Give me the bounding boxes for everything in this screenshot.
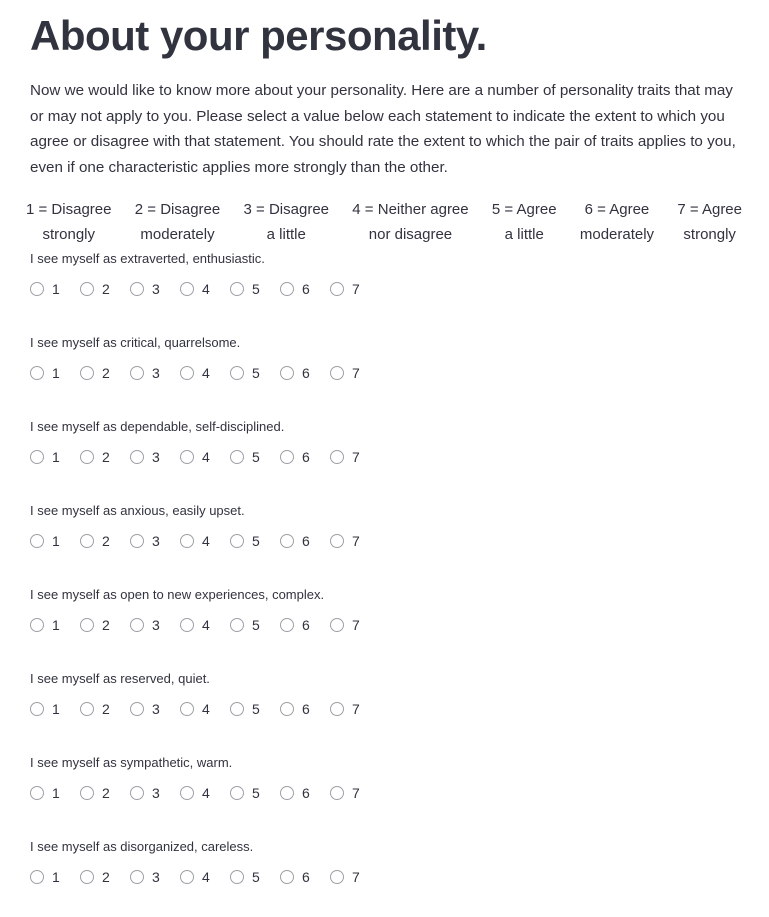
radio-option-6[interactable] [280, 448, 330, 466]
radio-option-label: 1 [52, 701, 60, 717]
radio-option-4[interactable] [180, 616, 230, 634]
radio-option-1[interactable] [30, 532, 80, 550]
radio-option-label: 7 [352, 533, 360, 549]
scale-item-sublabel: moderately [140, 226, 215, 243]
radio-option-label: 3 [152, 533, 160, 549]
radio-circle-icon[interactable] [280, 870, 294, 884]
radio-option-label: 5 [252, 701, 260, 717]
radio-group [30, 700, 380, 718]
radio-circle-icon[interactable] [80, 870, 94, 884]
radio-circle-icon[interactable] [230, 618, 244, 632]
radio-option-4[interactable] [180, 532, 230, 550]
radio-option-5[interactable] [230, 364, 280, 382]
radio-circle-icon[interactable] [130, 702, 144, 716]
radio-option-1[interactable] [30, 280, 80, 298]
scale-item-label: 5 = Agree [491, 201, 557, 218]
radio-option-5[interactable] [230, 868, 280, 886]
radio-option-2[interactable] [80, 868, 130, 886]
question-label: I see myself as dependable, self-disciplined. [30, 419, 285, 434]
question-block [30, 755, 740, 801]
radio-option-label: 6 [302, 281, 310, 297]
scale-item-sublabel: a little [266, 226, 306, 243]
question-label: I see myself as open to new experiences, complex. [30, 587, 325, 602]
radio-option-7[interactable] [330, 784, 380, 802]
radio-option-7[interactable] [330, 448, 380, 466]
radio-option-1[interactable] [30, 700, 80, 718]
radio-circle-icon[interactable] [180, 702, 194, 716]
radio-option-5[interactable] [230, 280, 280, 298]
radio-circle-icon[interactable] [330, 870, 344, 884]
radio-option-5[interactable] [230, 532, 280, 550]
radio-circle-icon[interactable] [330, 366, 344, 380]
radio-option-1[interactable] [30, 364, 80, 382]
radio-circle-icon[interactable] [330, 618, 344, 632]
radio-option-5[interactable] [230, 448, 280, 466]
radio-option-label: 4 [202, 617, 210, 633]
radio-option-7[interactable] [330, 364, 380, 382]
radio-circle-icon[interactable] [80, 786, 94, 800]
scale-item-7 [677, 197, 742, 247]
radio-option-label: 2 [102, 785, 110, 801]
radio-circle-icon[interactable] [180, 282, 194, 296]
radio-option-1[interactable] [30, 868, 80, 886]
radio-option-6[interactable] [280, 784, 330, 802]
radio-option-label: 5 [252, 281, 260, 297]
radio-option-label: 6 [302, 701, 310, 717]
radio-option-label: 2 [102, 449, 110, 465]
radio-circle-icon[interactable] [280, 282, 294, 296]
question-label: I see myself as extraverted, enthusiastic. [30, 251, 265, 266]
radio-circle-icon[interactable] [330, 534, 344, 548]
radio-option-4[interactable] [180, 784, 230, 802]
radio-option-label: 5 [252, 533, 260, 549]
radio-option-3[interactable] [130, 532, 180, 550]
radio-group [30, 784, 380, 802]
radio-group [30, 616, 380, 634]
radio-option-3[interactable] [130, 448, 180, 466]
radio-circle-icon[interactable] [130, 786, 144, 800]
radio-group [30, 532, 380, 550]
radio-circle-icon[interactable] [330, 450, 344, 464]
scale-item-5 [492, 197, 557, 247]
radio-circle-icon[interactable] [80, 366, 94, 380]
radio-option-label: 5 [252, 365, 260, 381]
radio-option-label: 7 [352, 281, 360, 297]
question-block [30, 335, 740, 381]
radio-option-label: 4 [202, 785, 210, 801]
radio-option-5[interactable] [230, 700, 280, 718]
radio-circle-icon[interactable] [330, 282, 344, 296]
scale-item-sublabel: strongly [683, 226, 736, 243]
radio-circle-icon[interactable] [130, 618, 144, 632]
scale-item-6 [580, 197, 654, 247]
radio-option-label: 4 [202, 869, 210, 885]
radio-option-label: 6 [302, 365, 310, 381]
radio-option-label: 2 [102, 281, 110, 297]
radio-circle-icon[interactable] [30, 534, 44, 548]
question-block [30, 671, 740, 717]
radio-option-3[interactable] [130, 280, 180, 298]
radio-circle-icon[interactable] [130, 282, 144, 296]
radio-circle-icon[interactable] [330, 786, 344, 800]
radio-option-label: 7 [352, 449, 360, 465]
radio-option-6[interactable] [280, 280, 330, 298]
radio-option-label: 5 [252, 449, 260, 465]
radio-option-label: 2 [102, 869, 110, 885]
radio-circle-icon[interactable] [230, 870, 244, 884]
question-label: I see myself as reserved, quiet. [30, 671, 210, 686]
radio-option-6[interactable] [280, 364, 330, 382]
radio-circle-icon[interactable] [30, 282, 44, 296]
radio-circle-icon[interactable] [80, 618, 94, 632]
radio-circle-icon[interactable] [180, 618, 194, 632]
radio-group [30, 868, 380, 886]
question-label: I see myself as sympathetic, warm. [30, 755, 233, 770]
radio-option-3[interactable] [130, 868, 180, 886]
question-block [30, 503, 740, 549]
radio-option-label: 4 [202, 365, 210, 381]
question-block [30, 251, 740, 297]
radio-circle-icon[interactable] [30, 450, 44, 464]
radio-circle-icon[interactable] [80, 702, 94, 716]
scale-item-sublabel: strongly [42, 226, 95, 243]
radio-circle-icon[interactable] [280, 534, 294, 548]
radio-circle-icon[interactable] [30, 702, 44, 716]
radio-option-label: 3 [152, 869, 160, 885]
question-label: I see myself as anxious, easily upset. [30, 503, 245, 518]
radio-option-6[interactable] [280, 700, 330, 718]
radio-circle-icon[interactable] [80, 534, 94, 548]
radio-option-label: 3 [152, 449, 160, 465]
radio-option-label: 1 [52, 281, 60, 297]
radio-option-4[interactable] [180, 448, 230, 466]
radio-circle-icon[interactable] [230, 786, 244, 800]
scale-item-label: 1 = Disagree [26, 201, 112, 218]
radio-circle-icon[interactable] [230, 702, 244, 716]
radio-option-2[interactable] [80, 532, 130, 550]
radio-option-4[interactable] [180, 280, 230, 298]
radio-option-5[interactable] [230, 784, 280, 802]
radio-option-label: 7 [352, 701, 360, 717]
radio-option-label: 7 [352, 785, 360, 801]
radio-option-label: 2 [102, 617, 110, 633]
radio-circle-icon[interactable] [80, 282, 94, 296]
intro-text: Now we would like to know more about your personality. Here are a number of personality traits that may or may not apply to you. Please select a value below each statement to indicate the extent to which you agree or disagree with that statement. You should rate the extent to which the pair of traits applies to you, even if one characteristic applies more strongly than the other. [30, 82, 736, 176]
radio-option-label: 2 [102, 533, 110, 549]
radio-option-label: 6 [302, 449, 310, 465]
radio-option-label: 6 [302, 533, 310, 549]
radio-option-1[interactable] [30, 784, 80, 802]
radio-option-2[interactable] [80, 280, 130, 298]
rating-scale-legend [26, 197, 742, 247]
radio-option-label: 4 [202, 449, 210, 465]
radio-option-label: 1 [52, 617, 60, 633]
radio-option-2[interactable] [80, 784, 130, 802]
radio-option-label: 3 [152, 701, 160, 717]
radio-option-label: 2 [102, 701, 110, 717]
radio-option-7[interactable] [330, 868, 380, 886]
radio-circle-icon[interactable] [80, 450, 94, 464]
scale-item-label: 7 = Agree [677, 201, 742, 218]
radio-option-label: 5 [252, 869, 260, 885]
radio-option-label: 1 [52, 869, 60, 885]
radio-option-4[interactable] [180, 868, 230, 886]
radio-option-label: 4 [202, 281, 210, 297]
radio-option-label: 1 [52, 533, 60, 549]
scale-item-2 [135, 197, 220, 247]
radio-circle-icon[interactable] [230, 282, 244, 296]
radio-circle-icon[interactable] [180, 786, 194, 800]
radio-option-3[interactable] [130, 616, 180, 634]
radio-circle-icon[interactable] [30, 366, 44, 380]
radio-circle-icon[interactable] [130, 870, 144, 884]
scale-item-sublabel: a little [504, 226, 544, 243]
radio-option-2[interactable] [80, 700, 130, 718]
radio-option-label: 7 [352, 617, 360, 633]
radio-circle-icon[interactable] [280, 702, 294, 716]
radio-circle-icon[interactable] [180, 870, 194, 884]
radio-option-1[interactable] [30, 448, 80, 466]
radio-option-6[interactable] [280, 616, 330, 634]
question-label: I see myself as critical, quarrelsome. [30, 335, 241, 350]
scale-item-3 [244, 197, 329, 247]
radio-group [30, 364, 380, 382]
radio-option-label: 1 [52, 785, 60, 801]
scale-item-sublabel: nor disagree [368, 226, 453, 243]
radio-option-3[interactable] [130, 364, 180, 382]
page-title: About your personality. [30, 12, 487, 59]
radio-group [30, 448, 380, 466]
radio-circle-icon[interactable] [230, 450, 244, 464]
radio-option-label: 3 [152, 365, 160, 381]
scale-item-4 [352, 197, 468, 247]
radio-option-label: 1 [52, 449, 60, 465]
radio-option-7[interactable] [330, 280, 380, 298]
radio-option-label: 5 [252, 785, 260, 801]
radio-circle-icon[interactable] [130, 366, 144, 380]
radio-circle-icon[interactable] [280, 618, 294, 632]
radio-option-3[interactable] [130, 784, 180, 802]
radio-circle-icon[interactable] [30, 870, 44, 884]
radio-option-5[interactable] [230, 616, 280, 634]
radio-option-label: 6 [302, 617, 310, 633]
radio-option-label: 3 [152, 785, 160, 801]
radio-circle-icon[interactable] [230, 534, 244, 548]
radio-option-6[interactable] [280, 868, 330, 886]
radio-option-2[interactable] [80, 448, 130, 466]
radio-group [30, 280, 380, 298]
scale-item-label: 6 = Agree [584, 201, 650, 218]
radio-option-6[interactable] [280, 532, 330, 550]
radio-option-2[interactable] [80, 616, 130, 634]
radio-circle-icon[interactable] [30, 618, 44, 632]
radio-circle-icon[interactable] [130, 534, 144, 548]
radio-circle-icon[interactable] [230, 366, 244, 380]
radio-option-label: 2 [102, 365, 110, 381]
radio-option-label: 3 [152, 281, 160, 297]
radio-option-label: 6 [302, 785, 310, 801]
radio-option-label: 7 [352, 365, 360, 381]
radio-option-label: 5 [252, 617, 260, 633]
radio-option-7[interactable] [330, 700, 380, 718]
scale-item-sublabel: moderately [579, 226, 655, 243]
radio-circle-icon[interactable] [330, 702, 344, 716]
radio-option-label: 7 [352, 869, 360, 885]
question-block [30, 419, 740, 465]
radio-option-label: 4 [202, 701, 210, 717]
radio-option-label: 3 [152, 617, 160, 633]
question-block [30, 839, 740, 885]
scale-item-label: 3 = Disagree [243, 201, 329, 218]
question-block [30, 587, 740, 633]
radio-option-4[interactable] [180, 700, 230, 718]
radio-option-label: 4 [202, 533, 210, 549]
radio-circle-icon[interactable] [30, 786, 44, 800]
question-label: I see myself as disorganized, careless. [30, 839, 254, 854]
radio-option-label: 1 [52, 365, 60, 381]
radio-option-7[interactable] [330, 616, 380, 634]
radio-circle-icon[interactable] [180, 450, 194, 464]
radio-option-7[interactable] [330, 532, 380, 550]
scale-item-1 [26, 197, 111, 247]
radio-option-label: 6 [302, 869, 310, 885]
radio-circle-icon[interactable] [280, 366, 294, 380]
radio-circle-icon[interactable] [280, 786, 294, 800]
radio-option-4[interactable] [180, 364, 230, 382]
radio-circle-icon[interactable] [280, 450, 294, 464]
radio-option-2[interactable] [80, 364, 130, 382]
scale-item-label: 2 = Disagree [134, 201, 221, 218]
radio-option-1[interactable] [30, 616, 80, 634]
radio-option-3[interactable] [130, 700, 180, 718]
radio-circle-icon[interactable] [180, 534, 194, 548]
radio-circle-icon[interactable] [130, 450, 144, 464]
scale-item-label: 4 = Neither agree [352, 201, 469, 218]
radio-circle-icon[interactable] [180, 366, 194, 380]
